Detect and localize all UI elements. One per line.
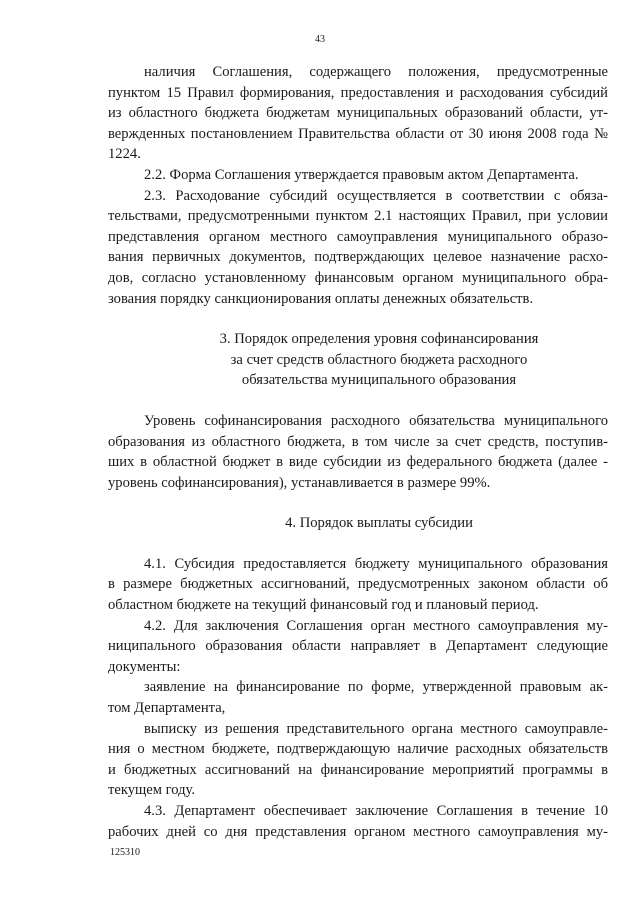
paragraph-continuation bbox=[108, 62, 608, 165]
text-line: областном бюджете на текущий финансовый год и плановый период. bbox=[108, 597, 539, 614]
text-line: уровень софинансирования), устанавливается в размере 99%. bbox=[108, 474, 491, 491]
footer-code: 125310 bbox=[110, 847, 140, 858]
paragraph-4-2-item-1 bbox=[108, 677, 608, 718]
heading-line: за счет средств областного бюджета расходного bbox=[230, 351, 528, 368]
text-line: образования из областного бюджета, в том числе за счет средств, поступив- bbox=[108, 433, 608, 450]
text-line: ния о местном бюджете, подтверждающую наличие расходных обязательств bbox=[108, 741, 608, 758]
section-3-text bbox=[108, 411, 608, 493]
text-line: документы: bbox=[108, 658, 181, 675]
paragraph-4-1 bbox=[108, 554, 608, 616]
text-line: зования порядку санкционирования оплаты денежных обязательств. bbox=[108, 290, 534, 307]
text-line: дов, согласно установленному финансовым органом муниципального обра- bbox=[108, 269, 608, 286]
text-line: рабочих дней со дня представления органом местного самоуправления му- bbox=[108, 823, 608, 840]
text-line: Уровень софинансирования расходного обязательства муниципального bbox=[144, 412, 608, 429]
text-line: 2.2. Форма Соглашения утверждается правовым актом Департамента. bbox=[144, 166, 579, 183]
text-line: из областного бюджета бюджетам муниципальных образований области, ут- bbox=[108, 105, 608, 122]
text-line: текущем году. bbox=[108, 782, 196, 799]
text-line: выписку из решения представительного органа местного самоуправле- bbox=[144, 720, 608, 737]
text-line: 4.2. Для заключения Соглашения орган местного самоуправления му- bbox=[144, 617, 608, 634]
text-line: 2.3. Расходование субсидий осуществляется в соответствии с обяза- bbox=[144, 187, 608, 204]
page-number: 43 bbox=[315, 34, 325, 45]
text-line: пунктом 15 Правил формирования, предоставления и расходования субсидий bbox=[108, 84, 608, 101]
text-line: вержденных постановлением Правительства области от 30 июня 2008 года № bbox=[108, 125, 608, 142]
text-line: вания первичных документов, подтверждающих целевое назначение расхо- bbox=[108, 249, 608, 266]
paragraph-4-2 bbox=[108, 616, 608, 678]
text-line: ниципального образования области направляет в Департамент следующие bbox=[108, 638, 608, 655]
text-line: наличия Соглашения, содержащего положения, предусмотренные bbox=[144, 64, 608, 80]
text-line: в размере бюджетных ассигнований, предусмотренных законом области об bbox=[108, 576, 608, 593]
heading-line: обязательства муниципального образования bbox=[241, 372, 517, 389]
text-line: ших в областной бюджет в виде субсидии из федерального бюджета (далее - bbox=[108, 454, 608, 471]
document-body bbox=[108, 62, 608, 842]
text-line: и бюджетных ассигнований на финансирование мероприятий программы в bbox=[108, 761, 608, 778]
text-line: том Департамента, bbox=[108, 700, 226, 717]
section-3-heading bbox=[108, 329, 608, 391]
text-line: представления органом местного самоуправления муниципального образо- bbox=[108, 228, 608, 245]
paragraph-4-2-item-2 bbox=[108, 719, 608, 801]
paragraph-2-3 bbox=[108, 186, 608, 310]
heading-line: 3. Порядок определения уровня софинансирования bbox=[219, 331, 539, 348]
paragraph-2-2 bbox=[108, 165, 608, 186]
text-line: 4.3. Департамент обеспечивает заключение Соглашения в течение 10 bbox=[144, 803, 608, 819]
heading-line: 4. Порядок выплаты субсидии bbox=[285, 515, 473, 532]
text-line: 4.1. Субсидия предоставляется бюджету муниципального образования bbox=[144, 555, 608, 572]
text-line: 1224. bbox=[108, 146, 141, 163]
paragraph-4-3 bbox=[108, 801, 608, 842]
text-line: тельствами, предусмотренными пунктом 2.1 настоящих Правил, при условии bbox=[108, 208, 608, 225]
text-line: заявление на финансирование по форме, утвержденной правовым ак- bbox=[144, 679, 608, 696]
section-4-heading bbox=[108, 513, 608, 534]
